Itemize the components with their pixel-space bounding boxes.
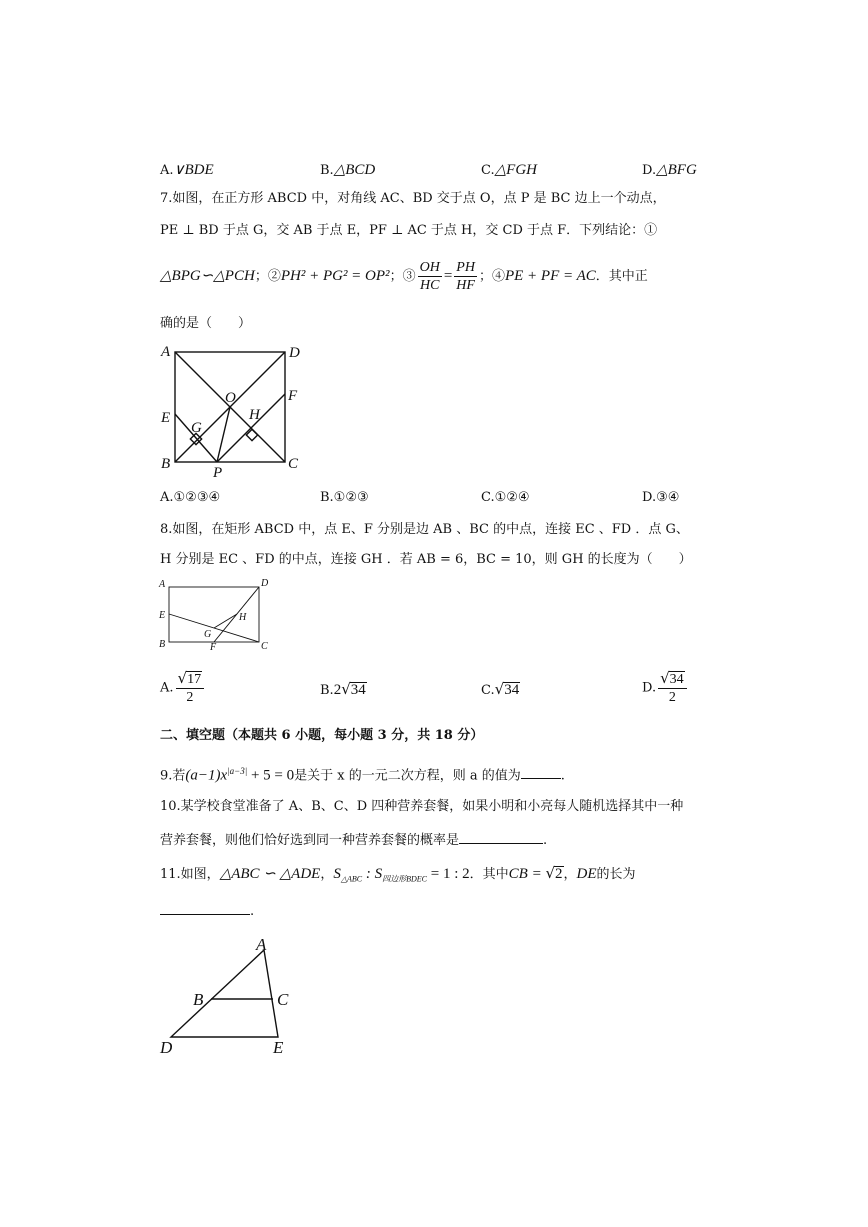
label-h: H: [239, 612, 247, 623]
segment-gh: [214, 614, 237, 628]
q11-line: 11.如图，△ABC ∽ △ADE，$S_{\triangle ABC}$ : $S_{四边形BDEC} = 1$ : 2．其中CB = √2，DE的长为: [160, 864, 636, 884]
label-h: H: [249, 407, 260, 423]
label-p: P: [213, 465, 223, 480]
label-c: C: [277, 990, 289, 1009]
label-f: F: [210, 642, 217, 653]
label-d: D: [160, 1038, 173, 1057]
label-e: E: [161, 410, 171, 426]
label-g: G: [204, 629, 212, 640]
q7-option-d: D.③④: [642, 490, 680, 505]
q6-option-d: D.△BFG: [642, 162, 697, 178]
segment-op: [217, 407, 230, 462]
q8-option-d: D. $\frac{√34}{2}$: [642, 670, 689, 706]
label-a: A: [256, 935, 267, 954]
label-c: C: [261, 641, 268, 652]
q6-option-b: B.△BCD: [320, 162, 376, 178]
label-c: C: [288, 456, 299, 472]
label-d: D: [289, 345, 300, 361]
q10-line1: 10.某学校食堂准备了 A、B、C、D 四种营养套餐，如果小明和小亮每人随机选择其中一种: [160, 799, 684, 814]
label-g: G: [191, 420, 202, 436]
q6-option-c: C.△FGH: [481, 162, 537, 178]
label-e: E: [273, 1038, 284, 1057]
q11-answer-blank: [160, 902, 250, 915]
label-b: B: [159, 639, 166, 650]
triangle-ade: [171, 950, 278, 1037]
q7-line1: 7.如图，在正方形 ABCD 中，对角线 AC、BD 交于点 O，点 P 是 BC 边上一个动点，: [160, 191, 666, 206]
label-e: E: [159, 610, 166, 621]
label-a: A: [161, 344, 171, 360]
q6-option-a: A.∨BDE: [160, 162, 214, 178]
q7-option-c: C.①②④: [481, 490, 530, 505]
q8-option-c: C.√34: [481, 680, 520, 698]
q7-option-b: B.①②③: [320, 490, 369, 505]
q9-line: 9.若$(a-1)x^{|a-3|} + 5 = 0$是关于 x 的一元二次方程，则 a 的值为 .: [160, 766, 565, 784]
label-b: B: [193, 990, 204, 1009]
q8-option-a: A. $\frac{√17}{2}$: [160, 670, 206, 706]
label-f: F: [288, 388, 298, 404]
q10-answer-blank: [459, 831, 543, 844]
label-b: B: [161, 456, 171, 472]
q7-option-a: A.①②③④: [160, 490, 221, 505]
q10-line2: 营养套餐，则他们恰好选到同一种营养套餐的概率是 .: [160, 833, 548, 848]
q7-figure: [155, 340, 315, 480]
label-a: A: [159, 579, 166, 590]
q8-figure: [155, 574, 275, 654]
q7-line4: 确的是（ ）: [160, 316, 252, 331]
q7-line3: △BPG∽△PCH；②PH² + PG² = OP²；③ $\frac{OH}{HC}$ = $\frac{PH}{HF}$ ；④PE + PF = AC．其中正: [160, 260, 648, 293]
q8-option-b: B.2√34: [320, 680, 366, 698]
q11-answer-line: .: [160, 902, 254, 921]
q8-line1: 8.如图，在矩形 ABCD 中，点 E、F 分别是边 AB 、BC 的中点，连接 EC 、FD ．点 G、: [160, 522, 689, 537]
q11-figure: [150, 930, 300, 1060]
q8-line2: H 分别是 EC 、FD 的中点，连接 GH ．若 AB = 6，BC = 10，则 GH 的长度为（ ）: [160, 552, 692, 567]
q7-line2: PE ⊥ BD 于点 G，交 AB 于点 E，PF ⊥ AC 于点 H，交 CD 于点 F．下列结论：①: [160, 223, 658, 238]
label-o: O: [225, 390, 236, 406]
section2-title: 二、填空题（本题共 6 小题，每小题 3 分，共 18 分）: [160, 728, 484, 743]
label-d: D: [261, 578, 269, 589]
q9-answer-blank: [521, 766, 561, 779]
